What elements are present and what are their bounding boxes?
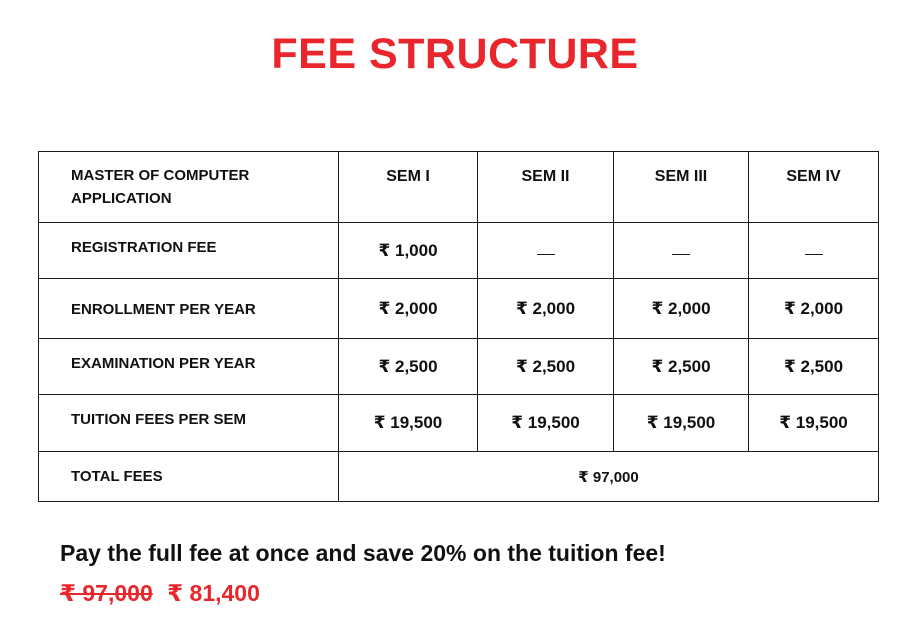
total-value: ₹ 97,000 [339, 452, 879, 502]
header-sem-4: SEM IV [749, 152, 879, 223]
cell-value: ₹ 19,500 [339, 395, 478, 452]
new-price: ₹ 81,400 [167, 580, 260, 606]
cell-value: ₹ 19,500 [614, 395, 749, 452]
fee-table [38, 151, 879, 502]
header-sem-3: SEM III [614, 152, 749, 223]
cell-value: ₹ 2,000 [339, 279, 478, 339]
cell-value: ₹ 2,500 [478, 339, 614, 395]
dash-mark [805, 254, 823, 255]
total-row [39, 452, 879, 502]
old-price: ₹ 97,000 [60, 580, 153, 606]
cell-value: ₹ 1,000 [339, 223, 478, 279]
cell-value: ₹ 2,000 [478, 279, 614, 339]
row-label: ENROLLMENT PER YEAR [39, 279, 339, 339]
header-sem-2: SEM II [478, 152, 614, 223]
cell-value: ₹ 19,500 [478, 395, 614, 452]
cell-value: ₹ 2,500 [339, 339, 478, 395]
table-row [39, 395, 879, 452]
dash-mark [672, 254, 690, 255]
cell-value: ₹ 19,500 [749, 395, 879, 452]
cell-value: ₹ 2,000 [749, 279, 879, 339]
dash-mark [537, 254, 555, 255]
table-row [39, 339, 879, 395]
table-header-row [39, 152, 879, 223]
price-line [60, 580, 260, 607]
promo-text: Pay the full fee at once and save 20% on the tuition fee! [60, 540, 666, 566]
page-title: FEE STRUCTURE [271, 30, 639, 78]
empty-cell [478, 223, 614, 279]
row-label: EXAMINATION PER YEAR [39, 339, 339, 395]
cell-value: ₹ 2,500 [749, 339, 879, 395]
row-label: TUITION FEES PER SEM [39, 395, 339, 452]
cell-value: ₹ 2,500 [614, 339, 749, 395]
row-label: REGISTRATION FEE [39, 223, 339, 279]
empty-cell [749, 223, 879, 279]
program-name: MASTER OF COMPUTER APPLICATION [39, 152, 339, 223]
cell-value: ₹ 2,000 [614, 279, 749, 339]
total-label: TOTAL FEES [39, 452, 339, 502]
table-row [39, 279, 879, 339]
empty-cell [614, 223, 749, 279]
header-sem-1: SEM I [339, 152, 478, 223]
table-row [39, 223, 879, 279]
